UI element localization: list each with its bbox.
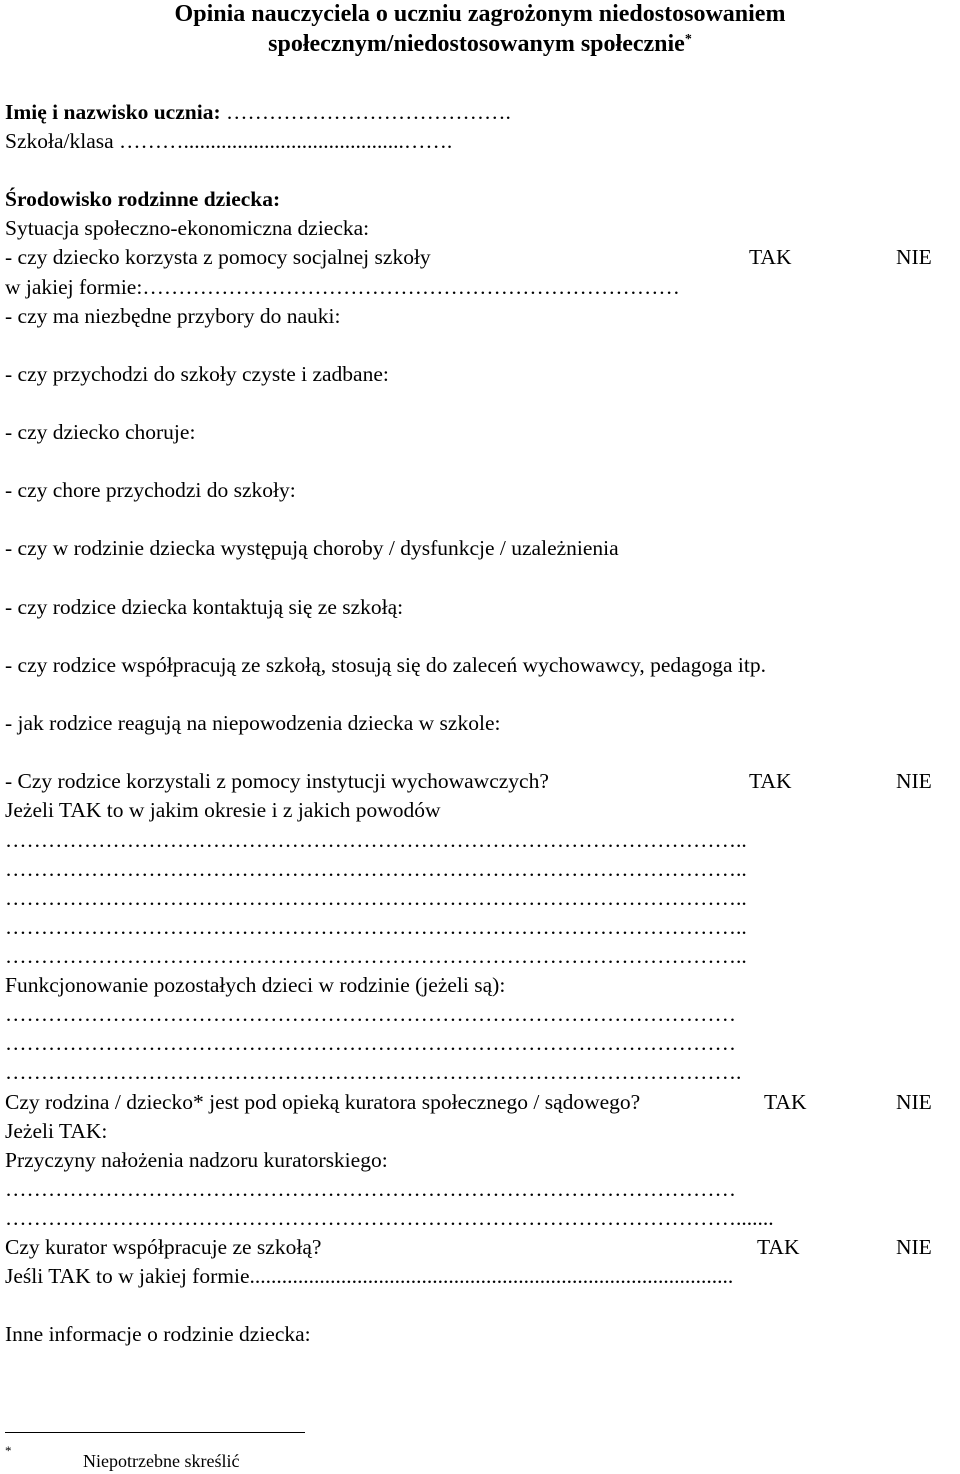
title-line-1: Opinia nauczyciela o uczniu zagrożonym niedostosowaniem	[174, 1, 786, 27]
title-footnote-mark: *	[684, 32, 692, 47]
social-help-no: NIE	[896, 245, 932, 269]
curator-no: NIE	[896, 1090, 932, 1114]
period-blank-line: …………………………………………………………………………………………..	[5, 915, 747, 939]
student-name-row	[5, 99, 511, 125]
question-parents-react: - jak rodzice reagują na niepowodzenia dziecka w szkole:	[5, 711, 501, 735]
school-class-blank: ……….........................................…….	[119, 129, 453, 153]
socio-economic-label: Sytuacja społeczno-ekonomiczna dziecka:	[5, 216, 370, 240]
if-yes-label: Jeżeli TAK:	[5, 1119, 108, 1143]
footnote-mark: *	[5, 1443, 12, 1458]
title-line-2: społecznym/niedostosowanym społecznie	[268, 31, 685, 57]
question-parents-cooperate: - czy rodzice współpracują ze szkołą, stosują się do zaleceń wychowawcy, pedagoga itp.	[5, 653, 766, 677]
period-blank-line: …………………………………………………………………………………………..	[5, 944, 747, 968]
question-institutions: - Czy rodzice korzystali z pomocy instytucji wychowawczych?	[5, 769, 549, 793]
school-class-label: Szkoła/klasa	[5, 129, 114, 153]
footnote-separator	[5, 1432, 305, 1433]
reasons-blank-line: ………………………………………………………………………………………….......	[5, 1206, 774, 1230]
family-heading: Środowisko rodzinne dziecka:	[5, 187, 281, 211]
form-of-help-label: w jakiej formie:	[5, 275, 143, 299]
footnote-text: Niepotrzebne skreślić	[83, 1451, 240, 1471]
social-help-yes: TAK	[749, 245, 792, 269]
reasons-label: Przyczyny nałożenia nadzoru kuratorskiego:	[5, 1148, 388, 1172]
siblings-blank-line: …………………………………………………………………………………………	[5, 1031, 736, 1055]
student-name-label: Imię i nazwisko ucznia:	[5, 100, 221, 124]
period-blank-line: …………………………………………………………………………………………..	[5, 857, 747, 881]
question-social-help: - czy dziecko korzysta z pomocy socjalnej szkoły	[5, 245, 431, 269]
question-curator: Czy rodzina / dziecko* jest pod opieką kuratora społecznego / sądowego?	[5, 1090, 641, 1114]
form-of-help-blank: …………………………………………………………………	[142, 275, 680, 299]
other-info-label: Inne informacje o rodzinie dziecka:	[5, 1322, 311, 1346]
siblings-blank-line: ………………………………………………………………………………………….	[5, 1060, 742, 1084]
question-curator-cooperation: Czy kurator współpracuje ze szkołą?	[5, 1235, 322, 1259]
question-child-sick: - czy dziecko choruje:	[5, 420, 196, 444]
institutions-no: NIE	[896, 769, 932, 793]
school-class-row	[5, 128, 452, 154]
reasons-blank-line: …………………………………………………………………………………………	[5, 1177, 736, 1201]
question-family-dysfunctions: - czy w rodzinie dziecka występują choroby / dysfunkcje / uzależnienia	[5, 536, 619, 560]
siblings-label: Funkcjonowanie pozostałych dzieci w rodzinie (jeżeli są):	[5, 973, 506, 997]
question-clean-and-tidy: - czy przychodzi do szkoły czyste i zadbane:	[5, 362, 389, 386]
if-yes-form-row: Jeśli TAK to w jakiej formie..........................................................................................	[5, 1264, 734, 1288]
student-name-blank: ………………………………….	[225, 100, 511, 124]
question-school-supplies: - czy ma niezbędne przybory do nauki:	[5, 304, 341, 328]
curator-coop-no: NIE	[896, 1235, 932, 1259]
document-title	[0, 0, 960, 28]
period-blank-line: …………………………………………………………………………………………..	[5, 828, 747, 852]
if-yes-period-label: Jeżeli TAK to w jakim okresie i z jakich powodów	[5, 798, 441, 822]
period-blank-line: …………………………………………………………………………………………..	[5, 886, 747, 910]
institutions-yes: TAK	[749, 769, 792, 793]
curator-yes: TAK	[764, 1090, 807, 1114]
question-parents-contact: - czy rodzice dziecka kontaktują się ze szkołą:	[5, 595, 404, 619]
curator-coop-yes: TAK	[757, 1235, 800, 1259]
document-title-line-2	[0, 30, 960, 58]
form-of-help-row	[5, 274, 680, 300]
siblings-blank-line: …………………………………………………………………………………………	[5, 1002, 736, 1026]
question-comes-sick: - czy chore przychodzi do szkoły:	[5, 478, 296, 502]
